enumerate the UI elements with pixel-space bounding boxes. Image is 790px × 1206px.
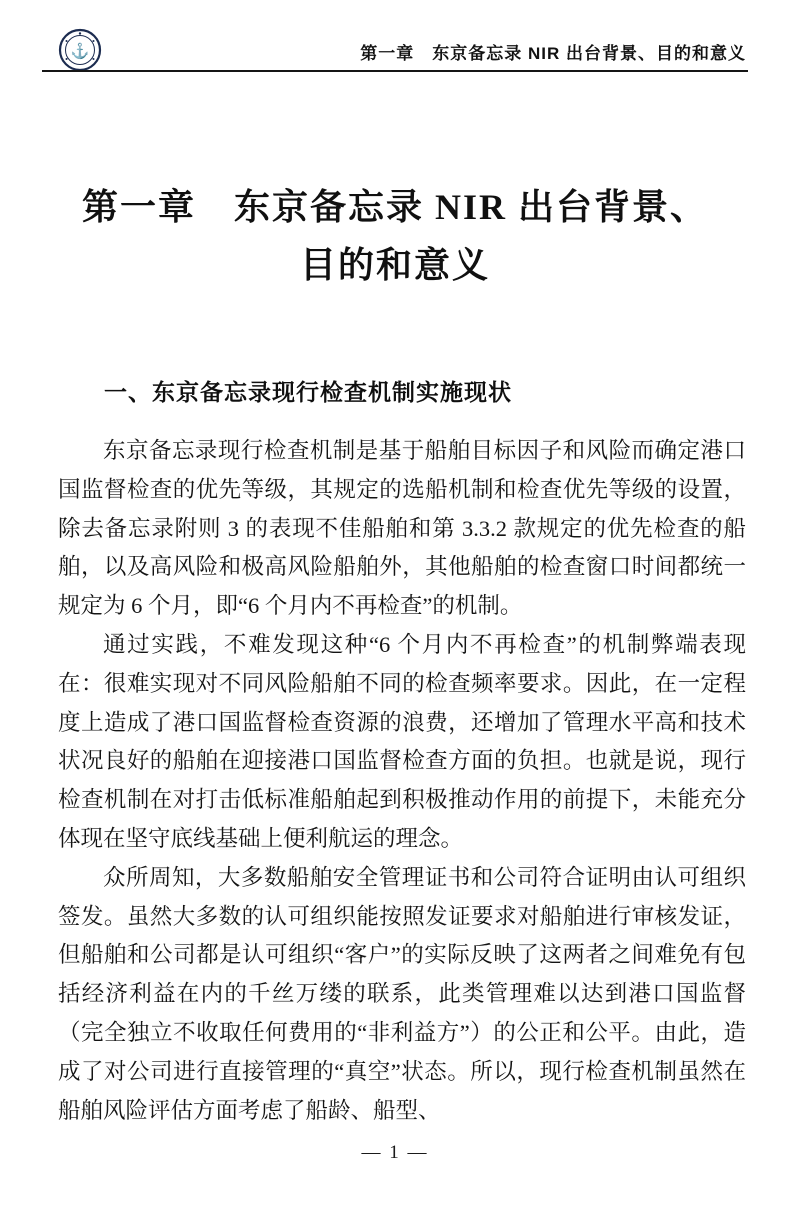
paragraph-1: 东京备忘录现行检查机制是基于船舶目标因子和风险而确定港口国监督检查的优先等级，其规定的选船机制和检查优先等级的设置，除去备忘录附则 3 的表现不佳船舶和第 3.3.2 款规定的优先检查的船舶，以及高风险和极高风险船舶外，其他船舶的检查窗口时间都统一规定为 6 个月，即“6 个月内不再检查”的机制。 xyxy=(58,438,746,619)
running-header-title: 第一章 东京备忘录 NIR 出台背景、目的和意义 xyxy=(360,44,746,63)
header-rule xyxy=(42,70,748,72)
svg-text:⚓: ⚓ xyxy=(70,44,90,60)
chapter-title xyxy=(60,178,730,294)
chapter-title-line1: 第一章 东京备忘录 NIR 出台背景、 xyxy=(81,187,708,227)
section-heading: 一、东京备忘录现行检查机制实施现状 xyxy=(104,379,512,405)
paragraph-3: 众所周知，大多数船舶安全管理证书和公司符合证明由认可组织签发。虽然大多数的认可组织能按照发证要求对船舶进行审核发证，但船舶和公司都是认可组织“客户”的实际反映了这两者之间难免有包括经济利益在内的千丝万缕的联系，此类管理难以达到港口国监督（完全独立不收取任何费用的“非利益方”）的公正和公平。由此，造成了对公司进行直接管理的“真空”状态。所以，现行检查机制虽然在船舶风险评估方面考虑了船龄、船型、 xyxy=(58,864,746,1123)
chapter-title-line2: 目的和意义 xyxy=(299,245,490,285)
page-number: — 1 — xyxy=(361,1142,429,1163)
paragraph-2: 通过实践，不难发现这种“6 个月内不再检查”的机制弊端表现在：很难实现对不同风险船舶不同的检查频率要求。因此，在一定程度上造成了港口国监督检查资源的浪费，还增加了管理水平高和技术状况良好的船舶在迎接港口国监督检查方面的负担。也就是说，现行检查机制在对打击低标准船舶起到积极推动作用的前提下，未能充分体现在坚守底线基础上便利航运的理念。 xyxy=(58,631,746,851)
body-text xyxy=(58,432,746,1130)
msa-seal-icon xyxy=(58,28,102,72)
running-header xyxy=(44,30,746,70)
